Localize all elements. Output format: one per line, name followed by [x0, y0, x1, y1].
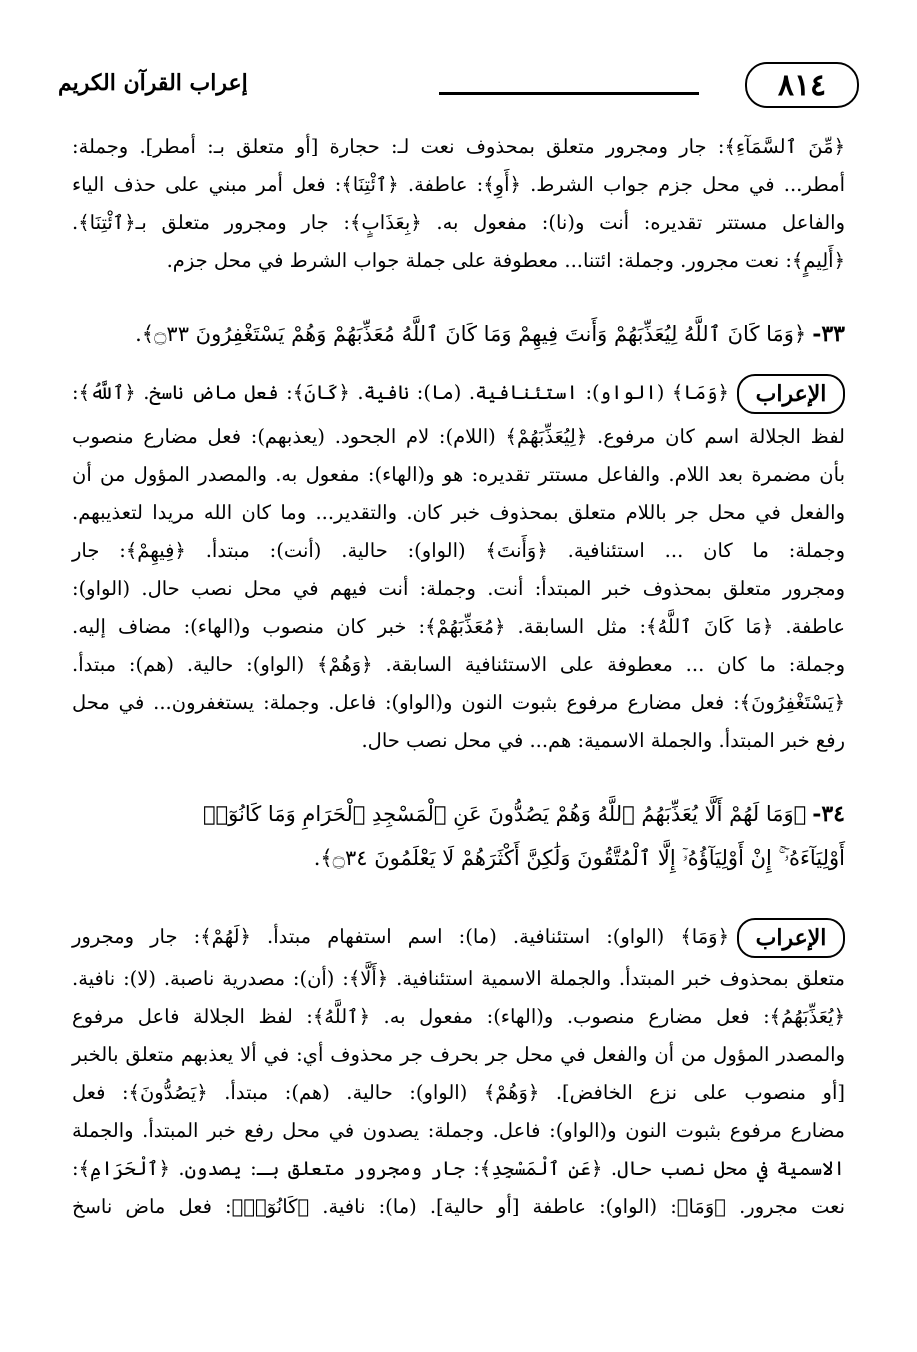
verse-34: [72, 794, 845, 834]
verse-number: ٣٤-: [812, 801, 845, 827]
verse-33: [72, 314, 845, 354]
irab-badge: الإعراب: [737, 918, 845, 958]
text-line: عاطفة. ﴿مَا كَانَ ٱللَّهُ﴾: مثل السابقة. ﴿مُعَذِّبَهُمْ﴾: خبر كان منصوب و(الهاء): مضاف إليه.: [72, 614, 845, 638]
irab-badge: الإعراب: [737, 374, 845, 414]
text-line: مضارع مرفوع بثبوت النون و(الواو): فاعل. وجملة: يصدون في محل رفع خبر المبتدأ. والجملة: [72, 1118, 845, 1142]
text-line: ﴿يُعَذِّبَهُمُ﴾: فعل مضارع منصوب. و(الهاء): مفعول به. ﴿ٱللَّهُ﴾: لفظ الجلالة فاعل مرفوع: [72, 1004, 845, 1028]
text-line: والفاعل مستتر تقديره: أنت و(نا): مفعول به. ﴿بِعَذَابٍ﴾: جار ومجرور متعلق بـ﴿ٱئْتِنَا﴾.: [72, 210, 845, 234]
text-line: [أو منصوب على نزع الخافض]. ﴿وَهُمْ﴾ (الواو): حالية. (هم): مبتدأ. ﴿يَصُدُّونَ﴾: فعل: [72, 1080, 845, 1104]
text-line: وجملة: ما كان ... معطوفة على الاستئنافية السابقة. ﴿وَهُمْ﴾ (الواو): حالية. (هم): مبتدأ.: [72, 652, 845, 676]
verse-text: ﴿وَمَا كَانَ ٱللَّهُ لِيُعَذِّبَهُمْ وَأَنتَ فِيهِمْ وَمَا كَانَ ٱللَّهُ مُعَذِّبَهُمْ وَهُمْ يَسْتَغْفِرُونَ ۝٣٣﴾.: [135, 322, 807, 346]
text-line: والفعل في محل جر باللام متعلق بمحذوف خبر كان. والتقدير... وما كان الله مريدا لتعذيبهم.: [72, 500, 845, 524]
text-line: بأن مضمرة بعد اللام. والفاعل مستتر تقديره: هو و(الهاء): مفعول به. والمصدر المؤول من أن: [72, 462, 845, 486]
text-line: نعت مجرور. ﴿وَمَا﴾: (الواو): عاطفة [أو حالية]. (ما): نافية. ﴿كَانُوٓا۟﴾: فعل ماض ناسخ: [72, 1194, 845, 1218]
text-line: الاسمية في محل نصب حال. ﴿عَنِ ٱلْمَسْجِدِ﴾: جار ومجرور متعلق بـ: يصدون. ﴿ٱلْحَرَامِ﴾:: [72, 1156, 845, 1180]
text-line: أمطر... في محل جزم جواب الشرط. ﴿أَوِ﴾: عاطفة. ﴿ٱئْتِنَا﴾: فعل أمر مبني على حذف الياء: [72, 172, 845, 196]
verse-text: ﴿وَمَا لَهُمْ أَلَّا يُعَذِّبَهُمُ ٱللَّهُ وَهُمْ يَصُدُّونَ عَنِ ٱلْمَسْجِدِ ٱلْحَرَامِ وَمَا كَانُوٓا۟: [202, 802, 807, 826]
book-title: إعراب القرآن الكريم: [58, 70, 248, 96]
text-line: متعلق بمحذوف خبر المبتدأ. والجملة الاسمية استئنافية. ﴿أَلَّا﴾: (أن): مصدرية ناصبة. (لا): نافية.: [72, 966, 845, 990]
verse-34-continued: [72, 838, 845, 878]
text-line: ﴿يَسْتَغْفِرُونَ﴾: فعل مضارع مرفوع بثبوت النون و(الواو): فاعل. وجملة: يستغفرون... في محل: [72, 690, 845, 714]
text-line: والمصدر المؤول من أن والفعل في محل جر بحرف جر محذوف أي: في ألا يعذبهم متعلق بالخبر: [72, 1042, 845, 1066]
text-line: ﴿وَمَا﴾ (الواو): استئنافية. (ما): اسم استفهام مبتدأ. ﴿لَهُمْ﴾: جار ومجرور: [72, 924, 729, 948]
text-line: رفع خبر المبتدأ. والجملة الاسمية: هم... في محل نصب حال.: [361, 728, 845, 752]
text-line: ومجرور متعلق بمحذوف خبر المبتدأ: أنت. وجملة: أنت فيهم في محل نصب حال. (الواو):: [72, 576, 845, 600]
text-line: وجملة: ما كان ... استئنافية. ﴿وَأَنتَ﴾ (الواو): حالية. (أنت): مبتدأ. ﴿فِيهِمْ﴾: جار: [72, 538, 845, 562]
text-line: لفظ الجلالة اسم كان مرفوع. ﴿لِيُعَذِّبَهُمْ﴾ (اللام): لام الجحود. (يعذبهم): فعل مضارع منصوب: [72, 424, 845, 448]
page-number: ٨١٤: [745, 62, 859, 108]
text-line: ﴿مِّنَ ٱلسَّمَآءِ﴾: جار ومجرور متعلق بمحذوف نعت لـ: حجارة [أو متعلق بـ: أمطر]. وجملة:: [72, 134, 845, 158]
text-line: ﴿وَمَا﴾ (الواو): استئنافية. (ما): نافية. ﴿كَانَ﴾: فعل ماض ناسخ. ﴿ٱللَّهُ﴾:: [72, 380, 729, 404]
verse-text: أَوْلِيَآءَهُۥٓ ۚ إِنْ أَوْلِيَآؤُهُۥٓ إِلَّا ٱلْمُتَّقُونَ وَلَٰكِنَّ أَكْثَرَهُمْ لَا يَعْلَمُونَ ۝٣٤﴾.: [313, 845, 845, 870]
text-line: ﴿أَلِيمٍ﴾: نعت مجرور. وجملة: ائتنا... معطوفة على جملة جواب الشرط في محل جزم.: [166, 248, 845, 272]
verse-number: ٣٣-: [812, 321, 845, 347]
